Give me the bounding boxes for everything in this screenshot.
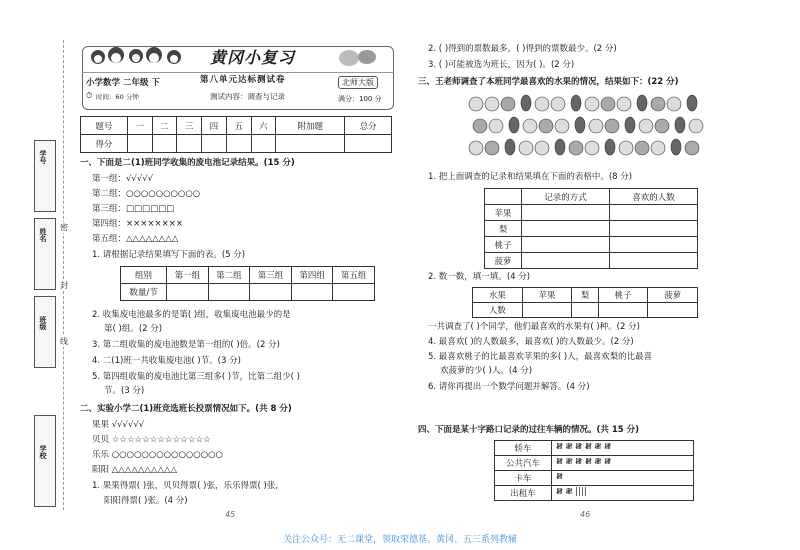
page-number-right: 46 — [580, 510, 591, 519]
q3-count-table — [472, 287, 698, 318]
q3-sub5b: 欢菠萝的少( )人。(4 分) — [440, 366, 533, 376]
answer-cell[interactable] — [522, 221, 610, 237]
q3-fruit-label: 梨 — [485, 221, 522, 237]
fruit-illustration — [466, 92, 706, 162]
q4-vehicle-tally: 𝍸 — [552, 471, 694, 486]
score-cell[interactable] — [251, 135, 276, 153]
score-cell[interactable] — [276, 135, 345, 153]
q1-group-1: 第一组：√√√√√ — [92, 174, 154, 184]
q1-group-5: 第五组：△△△△△△△△ — [92, 234, 179, 244]
q1-group-3: 第三组：□□□□□□ — [92, 204, 175, 214]
score-table — [80, 116, 392, 153]
cut-char-line: 线 — [60, 337, 68, 346]
q2-row-guoguo: 果果 √√√√√√ — [92, 420, 145, 430]
name-label: 姓名 — [39, 228, 47, 242]
score-header: 二 — [152, 117, 177, 135]
q2-sub1a: 1. 果果得票( )张，贝贝得票( )张，乐乐得票( )张， — [92, 481, 284, 491]
q2-title: 二、实验小学二(1)班竞选班长投票情况如下。(共 8 分) — [80, 404, 292, 414]
q4-vehicle-name: 出租车 — [495, 486, 552, 501]
header-divider — [82, 72, 394, 73]
answer-cell[interactable] — [522, 253, 610, 269]
q2-sub1b: 阳阳得票( )张。(4 分) — [104, 496, 188, 506]
score-header: 四 — [202, 117, 227, 135]
q1-sub4: 4. 二(1)班一共收集废电池( )节。(3 分) — [92, 356, 241, 366]
score-header: 五 — [226, 117, 251, 135]
answer-cell[interactable] — [648, 303, 698, 318]
score-cell[interactable] — [127, 135, 152, 153]
q2-sub3: 3. ( )可能被选为班长，因为( )。(2 分) — [428, 60, 575, 70]
answer-cell[interactable] — [291, 284, 333, 301]
answer-cell[interactable] — [333, 284, 375, 301]
q1-group-2: 第二组：○○○○○○○○○○ — [92, 189, 201, 199]
q4-vehicle-name: 轿车 — [495, 441, 552, 456]
q1-table-header: 第四组 — [291, 267, 333, 284]
q3-sub3: 一共调查了( )个同学，他们最喜欢的水果有( )种。(2 分) — [428, 322, 640, 332]
q1-sub3: 3. 第二组收集的废电池数是第一组的( )倍。(2 分) — [92, 340, 280, 350]
full-score: 满分：100 分 — [338, 95, 382, 103]
q3-sub2: 2. 数一数，填一填。(4 分) — [428, 272, 531, 282]
q3-table1-header: 记录的方式 — [522, 189, 610, 205]
q3-fruit-label: 菠萝 — [485, 253, 522, 269]
answer-cell[interactable] — [598, 303, 648, 318]
q4-vehicle-tally: 𝍸 𝍸 |||| — [552, 486, 694, 501]
q1-sub5a: 5. 第四组收集的废电池比第三组多( )节，比第二组少( ) — [92, 372, 300, 382]
score-header: 一 — [127, 117, 152, 135]
children-illustration — [86, 44, 196, 72]
q4-vehicle-name: 卡车 — [495, 471, 552, 486]
answer-cell[interactable] — [610, 253, 698, 269]
q1-group-4: 第四组：×××××××× — [92, 219, 183, 229]
class-label: 班级 — [39, 316, 47, 330]
q3-table1-header — [485, 189, 522, 205]
score-row-label: 得分 — [81, 135, 128, 153]
score-cell[interactable] — [345, 135, 392, 153]
q4-vehicle-tally: 𝍸 𝍸 𝍸 𝍸 𝍸 𝍸 — [552, 456, 694, 471]
q1-table-header: 第五组 — [333, 267, 375, 284]
answer-cell[interactable] — [610, 221, 698, 237]
q3-sub4: 4. 最喜欢( )的人数最多，最喜欢( )的人数最少。(2 分) — [428, 337, 634, 347]
q3-fruit-label: 桃子 — [485, 237, 522, 253]
class-box — [34, 296, 56, 368]
logo-title: 黄冈小复习 — [210, 48, 296, 67]
q1-table-header: 第二组 — [208, 267, 250, 284]
q3-title: 三、王老师调查了本班同学最喜欢的水果的情况，结果如下：(22 分) — [418, 77, 679, 87]
q3-fruit-label: 苹果 — [485, 205, 522, 221]
q2-row-yangyang: 阳阳 △△△△△△△△△△ — [92, 465, 178, 475]
answer-cell[interactable] — [522, 205, 610, 221]
q1-sub5b: 节。(3 分) — [104, 386, 145, 396]
page-number-left: 45 — [225, 510, 236, 519]
q4-vehicle-tally: 𝍸 𝍸 𝍸 𝍸 𝍸 𝍸 — [552, 441, 694, 456]
q2-sub2: 2. ( )得到的票数最多，( )得到的票数最少。(2 分) — [428, 44, 617, 54]
q1-table-header: 第一组 — [167, 267, 209, 284]
answer-cell[interactable] — [610, 205, 698, 221]
q3-table2-header: 水果 — [473, 288, 523, 303]
cut-char-close: 封 — [60, 281, 68, 290]
cut-char-seal: 密 — [60, 223, 68, 232]
q1-title: 一、下面是二(1)班同学收集的废电池记录结果。(15 分) — [80, 158, 295, 168]
answer-cell[interactable] — [167, 284, 209, 301]
q3-record-table — [484, 188, 698, 269]
q2-row-lele: 乐乐 ○○○○○○○○○○○○○○○ — [92, 450, 223, 460]
q1-table-header: 第三组 — [250, 267, 292, 284]
q3-sub5a: 5. 最喜欢桃子的比最喜欢苹果的多( )人，最喜欢梨的比最喜 — [428, 352, 653, 362]
q1-table-row-label: 数量/节 — [121, 284, 167, 301]
q4-title: 四、下面是某十字路口记录的过往车辆的情况。(共 15 分) — [418, 425, 640, 435]
score-cell[interactable] — [152, 135, 177, 153]
q1-sub2a: 2. 收集废电池最多的是第( )组，收集废电池最少的是 — [92, 310, 291, 320]
q1-table-header: 组别 — [121, 267, 167, 284]
subject-label: 小学数学 二年级 下 — [86, 78, 160, 88]
q3-table2-header: 桃子 — [598, 288, 648, 303]
answer-cell[interactable] — [522, 237, 610, 253]
q3-table2-header: 苹果 — [522, 288, 572, 303]
score-cell[interactable] — [202, 135, 227, 153]
q3-sub1: 1. 把上面调查的记录和结果填在下面的表格中。(8 分) — [428, 172, 633, 182]
unit-title: 第八单元达标测试卷 — [200, 75, 286, 85]
q3-table2-row-label: 人数 — [473, 303, 523, 318]
q1-battery-table — [120, 266, 375, 301]
q3-sub6: 6. 请你再提出一个数学问题并解答。(4 分) — [428, 382, 590, 392]
answer-cell[interactable] — [572, 303, 598, 318]
balloon-decoration — [335, 48, 385, 68]
q4-vehicle-name: 公共汽车 — [495, 456, 552, 471]
test-content: 测试内容：调查与记录 — [210, 92, 285, 101]
score-header: 六 — [251, 117, 276, 135]
score-header: 总分 — [345, 117, 392, 135]
q1-sub2b: 第( )组。(2 分) — [104, 324, 163, 334]
q2-row-beibei: 贝贝 ☆☆☆☆☆☆☆☆☆☆☆☆☆ — [92, 435, 211, 445]
school-box — [34, 415, 56, 507]
edition-tag: 北师大版 — [338, 76, 378, 89]
q4-vehicle-table — [494, 440, 694, 501]
q3-table2-header: 菠萝 — [648, 288, 698, 303]
q3-table2-header: 梨 — [572, 288, 598, 303]
score-header: 题号 — [81, 117, 128, 135]
score-header: 附加题 — [276, 117, 345, 135]
q3-table1-header: 喜欢的人数 — [610, 189, 698, 205]
answer-cell[interactable] — [250, 284, 292, 301]
score-cell[interactable] — [226, 135, 251, 153]
clock-icon: ⏱ — [86, 91, 93, 100]
student-id-label: 学号 — [39, 150, 47, 164]
q1-sub1: 1. 请根据记录结果填写下面的表。(5 分) — [92, 250, 246, 260]
score-header: 三 — [177, 117, 202, 135]
answer-cell[interactable] — [610, 237, 698, 253]
cut-line — [63, 40, 64, 510]
answer-cell[interactable] — [208, 284, 250, 301]
score-cell[interactable] — [177, 135, 202, 153]
footer-notice: 关注公众号：无二课堂，领取荣德基、黄冈、五三系列教辅 — [282, 535, 517, 545]
answer-cell[interactable] — [522, 303, 572, 318]
school-label: 学校 — [39, 445, 47, 459]
time-label: 时间：60 分钟 — [96, 93, 139, 101]
